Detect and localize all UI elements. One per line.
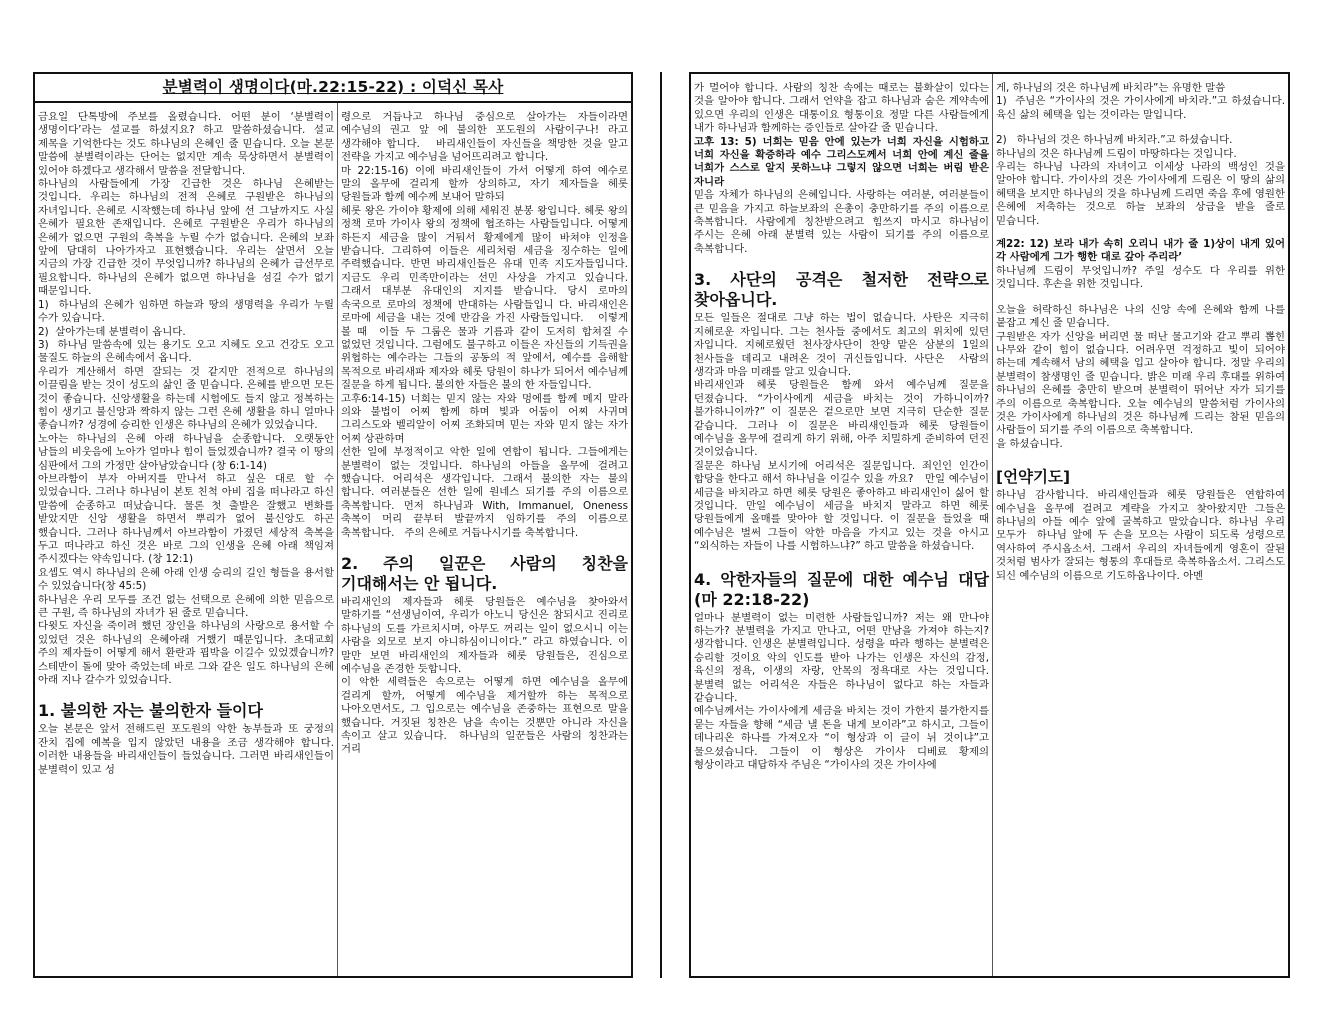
paragraph: 하나님은 우리 모두를 조건 없는 선택으로 은혜에 의한 믿음으로 큰 구원, 즉 하나님의 자녀가 된 줄로 믿습니다. bbox=[38, 593, 334, 620]
paragraph: 마 22:15-16) 이에 바리새인들이 가서 어떻게 하여 예수로 말의 올무에 걸리게 할까 상의하고, 자기 제자들을 헤롯 당원들과 함께 예수께 보내어 말하되 bbox=[341, 164, 628, 204]
paragraph: 금요일 단톡방에 주보를 올렸습니다. 어떤 분이 ‘분별력이 생명이다’라는 설교를 하셨지요? 하고 말씀하셨습니다. 설교 제목을 기억한다는 것도 하나님의 은혜인 줄 믿습니다. 오늘 본문 말씀에 분별력이라는 단어는 없지만 계속 묵상하면서 분별력이 있어야 하겠다고 생각해서 말씀을 전달합니다. bbox=[38, 111, 334, 177]
paragraph: 바리새인과 헤롯 당원들은 함께 와서 예수님께 질문을 던졌습니다. “가이사에게 세금을 바치는 것이 가하니이까? 불가하니이까?” 이 질문은 겉으로만 보면 지극히 단순한 질문 같습니다. 그러나 이 질문은 바리새인들과 헤롯 당원들이 예수님을 올무에 걸리게 하기 위해, 아주 치밀하게 준비하여 던진 것이었습니다. bbox=[694, 379, 989, 459]
paragraph: 하나님의 사람들에게 가장 긴급한 것은 하나님 은혜받는 것입니다. 우리는 하나님의 전적 은혜로 구원받은 하나님의 자녀입니다. 은혜로 시작했는데 하나님 앞에 선 그날까지도 사실 은혜가 필요한 존재입니다. 은혜로 구원받은 우리가 하나님의 은혜가 없으면 구원의 축복을 누릴 수가 없습니다. 은혜의 보좌 앞에 담대히 나아가자고 표현했습니다. 우리는 살면서 오늘 지금의 가장 긴급한 것이 무엇입니까? 하나님의 은혜가 급선무로 필요합니다. 하나님의 은혜가 없으면 하나님을 섬길 수가 없기 때문입니다. bbox=[38, 178, 334, 298]
prayer-heading: [언약기도] bbox=[996, 468, 1071, 487]
column-3 bbox=[691, 74, 993, 976]
paragraph: 노아는 하나님의 은혜 아래 하나님을 순종합니다. 오랫동안 남들의 비웃음에 노아가 얼마나 힘이 들었겠습니까? 결국 이 땅의 심판에서 그의 가정만 살아남았습니다 (창 6:1-14) bbox=[38, 432, 334, 472]
paragraph: 선한 일에 부정적이고 악한 일에 연합이 됩니다. 그들에게는 분별력이 없는 것입니다. 하나님의 아들을 올무에 걸려고 했습니다. 어리석은 생각입니다. 그래서 불의한 자는 불의 합니다. 여러분들은 선한 일에 원네스 되기를 주의 이름으로 축복합니다. 먼저 하나님과 With, Immanuel, Oneness 축복이 머리 끝부터 발끝까지 임하기를 주의 이름으로 축복합니다. 주의 은혜로 거듭나시기를 축복합니다. bbox=[341, 446, 628, 539]
section-heading: 4. 악한자들의 질문에 대한 예수님 대답 (마 22:18-22) bbox=[694, 569, 989, 609]
paragraph: 얼마나 분별력이 없는 미련한 사람들입니까? 저는 왜 만나야 하는가? 분별력을 가지고 만나고, 어떤 만남을 가져야 하는지? 생각합니다. 인생은 분별력입니다. 성령을 따라 행하는 분별력은 승리할 것이요 악의 인도를 받아 나가는 인생은 자신의 감정, 육신의 정욕, 이생의 자랑, 안목의 정욕대로 사는 것입니다. 분별력 없는 어리석은 자들은 하나님이 없다고 하는 자들과 같습니다. bbox=[694, 611, 989, 705]
paragraph: 게, 하나님의 것은 하나님께 바치라”는 유명한 말씀 bbox=[996, 82, 1226, 94]
paragraph: 우리는 하나님 나라의 자녀이고 이세상 나라의 백성인 것을 알아야 합니다. 가이사의 것은 가이사에게 드림은 이 땅의 삶의 혜택을 보지만 하나님의 것을 하나님께 드리면 죽음 후에 영원한 은혜에 저축하는 것으로 하늘 보좌의 상급을 받을 줄로 믿습니다. bbox=[996, 161, 1285, 227]
paragraph: 바리새인의 제자들과 헤롯 당원들은 예수님을 찾아와서 말하기를 “선생님이여, 우리가 아노니 당신은 참되시고 진리로 하나님의 도를 가르치시며, 아무도 꺼리는 일이 없으시니 이는 사람을 외모로 보지 아니하심이니이다.” 라고 하였습니다. 이 말만 보면 바리새인의 제자들과 헤롯 당원들은, 진심으로 예수님을 존경한 듯합니다. bbox=[341, 596, 628, 676]
paragraph: 예수님께서는 가이사에게 세금을 바치는 것이 가한지 불가한지를 묻는 자들을 향해 “세금 낼 돈을 내게 보이라”고 하시고, 그들이 데나리온 하나를 가져오자 “이 형상과 이 글이 뉘 것이냐”고 물으셨습니다. 그들이 이 형상은 가이사 디베료 황제의 형상이라고 대답하자 주님은 “가이사의 것은 가이사에 bbox=[694, 705, 989, 772]
paragraph: 하나님께 드림이 무엇입니까? 주일 성수도 다 우리를 위한 것입니다. 후손을 위한 것입니다. bbox=[996, 264, 1285, 291]
column-1 bbox=[35, 103, 338, 976]
scripture-verse: 계22: 12) 보라 내가 속히 오리니 내가 줄 1)상이 내게 있어 각 사람에게 그가 행한 대로 갚아 주리라’ bbox=[996, 238, 1285, 264]
fold-divider bbox=[660, 72, 662, 978]
paragraph: 하나님의 것은 하나님께 드림이 마땅하다는 것입니다. bbox=[996, 147, 1237, 160]
paragraph: 구원받은 자가 신앙을 버리면 물 떠난 물고기와 같고 뿌리 뽑힌 나무와 같이 힘이 없습니다. 어려우면 걱정하고 빛이 되어야 하는데 계속해서 남의 혜택을 입고 살아야 합니다. 정말 우리의 분별력이 참생명인 줄 믿습니다. 밝은 미래 우리 후대를 위하여 하나님의 은혜를 충만히 받으며 분별력이 뛰어난 자가 되기를 주의 이름으로 축복합니다. 오늘 예수님의 말씀처럼 가이사의 것은 가이사에게 하나님의 것은 하나님께 드리는 참된 믿음의 사람들이 되기를 주의 이름으로 축복합니다. bbox=[996, 330, 1285, 437]
paragraph: 믿음 자체가 하나님의 은혜입니다. 사랑하는 여러분, 여러분들이 큰 믿음을 가지고 하늘보좌의 은총이 충만하기를 주의 이름으로 축복합니다. 사람에게 칭찬받으려고 힘쓰지 마시고 하나님이 주시는 은혜 아래 분별력 있는 사람이 되기를 주의 이름으로 축복합니다. bbox=[694, 189, 989, 255]
paragraph: 2) 살아가는데 분별력이 옵니다. bbox=[38, 325, 186, 338]
paragraph: 2) 하나님의 것은 하나님께 바치라.”고 하셨습니다. bbox=[996, 134, 1233, 147]
paragraph: 3) 하나님 말씀속에 있는 용기도 오고 지혜도 오고 건강도 오고 물질도 하늘의 은혜속에서 옵니다. bbox=[38, 338, 334, 365]
paragraph: 헤롯 왕은 가이야 황제에 의해 세워진 분봉 왕입니다. 헤롯 왕의 정책 로마 가이사 왕의 정책에 협조하는 사람들입니다. 어떻게 하든지 세금을 많이 거둬서 황제에게 많이 바쳐야 인정을 받습니다. 그리하여 이들은 세리처럼 세금을 징수하는 일에 주력했습니다. 반면 바리새인들은 유대 민족 지도자들입니다. 지금도 우리 민족만이라는 선민 사상을 가지고 있습니다. 그래서 대부분 유대인의 지지를 받습니다. 당시 로마의 속국으로 로마의 정책에 반대하는 사람들입니 다. 바리새인은 로마에 세금을 내는 것에 반감을 가진 사람들입니다. 이렇게 볼 때 이들 두 그룹은 물과 기름과 같이 도저히 합쳐질 수 없었던 것입니다. 그럼에도 불구하고 이들은 자신들의 기득권을 위협하는 예수라는 그들의 공동의 적 앞에서, 예수를 음해할 목적으로 바리새파 제자와 헤롯 당원이 하나가 되어서 예수님께 질문을 하게 됩니다. 불의한 자들은 불의 한 자들입니다. bbox=[341, 204, 628, 392]
paragraph: 령으로 거듭나고 하나님 중심으로 살아가는 자들이라면 예수님의 권고 앞 에 불의한 포도원의 사람이구나! 라고 생각해야 합니다. 바리새인들이 자신들을 책망한 것을 알고 전략을 가지고 예수님을 넘어뜨리려고 합니다. bbox=[341, 111, 628, 164]
paragraph: 고후6:14-15) 너희는 믿지 않는 자와 멍에를 함께 메지 말라 의와 불법이 어찌 함께 하며 빛과 어둠이 어찌 사귀며 그리스도와 벨리알이 어찌 조화되며 믿는 자와 믿지 않는 자가 어찌 상관하며 bbox=[341, 392, 628, 445]
paragraph: 오늘을 허락하신 하나님은 나의 신앙 속에 은혜와 함께 나를 붙잡고 계신 줄 믿습니다. bbox=[996, 303, 1285, 330]
paragraph: 이 악한 세력들은 속으로는 어떻게 하면 예수님을 올무에 걸리게 할까, 어떻게 예수님을 제거할까 하는 목적으로 나아오면서도, 그 입으로는 예수님을 존중하는 표현으로 말을 했습니다. 거짓된 칭찬은 남을 속이는 것뿐만 아니라 자신을 속이고 살고 있습니다. 하나님의 일꾼들은 사람의 칭찬과는 거리 bbox=[341, 676, 628, 756]
bulletin-page-left bbox=[33, 72, 633, 978]
scripture-verse: 고후 13: 5) 너희는 믿음 안에 있는가 너희 자신을 시험하고 너희 자신을 확증하라 예수 그리스도께서 너희 안에 계신 줄을 너희가 스스로 알지 못하느냐 그렇지 않으면 너희는 버림 받은 자니라 bbox=[694, 135, 989, 188]
column-4 bbox=[993, 74, 1288, 976]
sermon-title: 분별력이 생명이다(마.22:15-22) : 이덕신 목사 bbox=[35, 74, 631, 103]
right-columns bbox=[691, 74, 1288, 976]
paragraph: 요셉도 역시 하나님의 은혜 아래 인생 승리의 길인 형들을 용서할 수 있었습니다(창 45:5) bbox=[38, 566, 334, 593]
paragraph: 오늘 본문은 앞서 전해드린 포도원의 악한 농부들과 또 궁정의 잔치 집에 예복을 입지 않았던 내용을 조금 생각해야 합니다. 이러한 내용들을 바리새인들이 들었습니다. 그러면 바리새인들이 분별력이 있고 성 bbox=[38, 723, 334, 776]
column-2 bbox=[338, 103, 631, 976]
paragraph: 1) 하나님의 은혜가 임하면 하늘과 땅의 생명력을 우리가 누릴 수가 있습니다. bbox=[38, 298, 334, 325]
section-heading: 3. 사단의 공격은 철저한 전략으로 찾아옵니다. bbox=[694, 270, 989, 310]
bulletin-page-right bbox=[689, 72, 1290, 978]
paragraph: 가 멀어야 합니다. 사람의 칭찬 속에는 때로는 불화살이 있다는 것을 알아야 합니다. 그래서 언약을 잡고 하나님과 숨은 계약속에 있으면 우리의 인생은 대통이요 형통이요 정말 다른 사람들에게 내가 하나님과 함께하는 증인들로 살아갈 줄 믿습니다. bbox=[694, 82, 989, 135]
paragraph: 을 하셨습니다. bbox=[996, 437, 1063, 450]
paragraph: 우리가 계산해서 하면 잘되는 것 같지만 전적으로 하나님의 이끌림을 받는 것이 성도의 삶인 줄 믿습니다. 은혜를 받으면 모든 것이 좋습니다. 신앙생활을 하는데 시험에도 들지 않고 정복하는 힘이 생기고 불신앙과 짝하지 않는 그런 은혜 생활을 하니 얼마나 좋습니까? 성경에 승리한 인생은 하나님의 은혜가 있었습니다. bbox=[38, 365, 334, 432]
section-heading: 1. 불의한 자는 불의한자 들이다 bbox=[38, 701, 263, 721]
paragraph: 다윗도 자신을 죽이려 했던 장인을 하나님의 사랑으로 용서할 수 있었던 것은 하나님의 은혜아래 거했기 때문입니다. 초대교회 주의 제자들이 어떻게 해서 환란과 핍박을 이길수 있었겠습니까? 스테반이 돌에 맞아 죽었는데 바로 그와 같은 일도 하나님의 은혜 아래 지나 갈수가 있었습니다. bbox=[38, 620, 334, 687]
paragraph: 질문은 하나님 보시기에 어리석은 질문입니다. 죄인인 인간이 합당을 한다고 해서 하나님을 이길수 있을 까요? 만일 예수님이 세금을 바치라고 하면 헤롯 당원은 좋아하고 바리새인이 싫어 할 것입니다. 만일 예수님이 세금을 바치지 말라고 하면 헤롯 당원들에게 올매를 맞아야 할 것입니다. 이 질문을 들었을 때 예수님은 벌써 그들이 악한 마음을 가지고 있는 것을 아시고 “외식하는 자들이 나를 시험하느냐?” 하고 말씀을 하셨습니다. bbox=[694, 459, 989, 553]
paragraph: 1) 주님은 “가이사의 것은 가이사에게 바치라.”고 하셨습니다. 육신 삶의 혜택을 입는 것이라는 말입니다. bbox=[996, 95, 1285, 121]
paragraph: 하나님 감사합니다. 바리새인들과 헤롯 당원들은 연합하여 예수님을 올무에 걸려고 계략을 가지고 찾아왔지만 그들은 하나님의 아들 예수 앞에 굴복하고 말았습니다. 하나님 우리 모두가 하나님 앞에 두 손을 모으는 사람이 되도록 성령으로 역사하여 주시옵소서. 그래서 우리의 자녀들에게 영혼이 잘된 것처럼 범사가 잘되는 형통의 후대들로 축복하옵소서. 그리스도 되신 예수님의 이름으로 기도하옵나이다. 아멘 bbox=[996, 489, 1285, 582]
section-heading: 2. 주의 일꾼은 사람의 칭찬을 기대해서는 안 됩니다. bbox=[341, 554, 628, 593]
paragraph: 모든 일들은 절대로 그냥 하는 법이 없습니다. 사탄은 지극히 지혜로운 자입니다. 그는 천사들 중에서도 최고의 위치에 있던 자입니다. 지혜로웠던 천사장사단이 찬양 맡은 삼분의 1일의 천사들을 데리고 내려온 것이 귀신들입니다. 사단은 사람의 생각과 마음 미래를 알고 있습니다. bbox=[694, 312, 989, 378]
paragraph: 아브라함이 부자 아버지를 만나서 하고 싶은 대로 할 수 있었습니다. 그러나 하나님이 본토 친척 아비 집을 떠나라고 하신 말씀에 순종하고 떠났습니다. 물론 첫 출발은 잘했고 변화를 받았지만 신앙 생활을 하면서 뿌리가 없어 불신앙도 하곤 했습니다. 그러나 하나님께서 아브라함이 가졌던 세상적 축복을 두고 떠나라고 하신 것은 바로 그의 인생을 은혜 아래 책임져 주시겠다는 약속입니다. (창 12:1) bbox=[38, 472, 334, 566]
left-columns bbox=[35, 103, 631, 976]
